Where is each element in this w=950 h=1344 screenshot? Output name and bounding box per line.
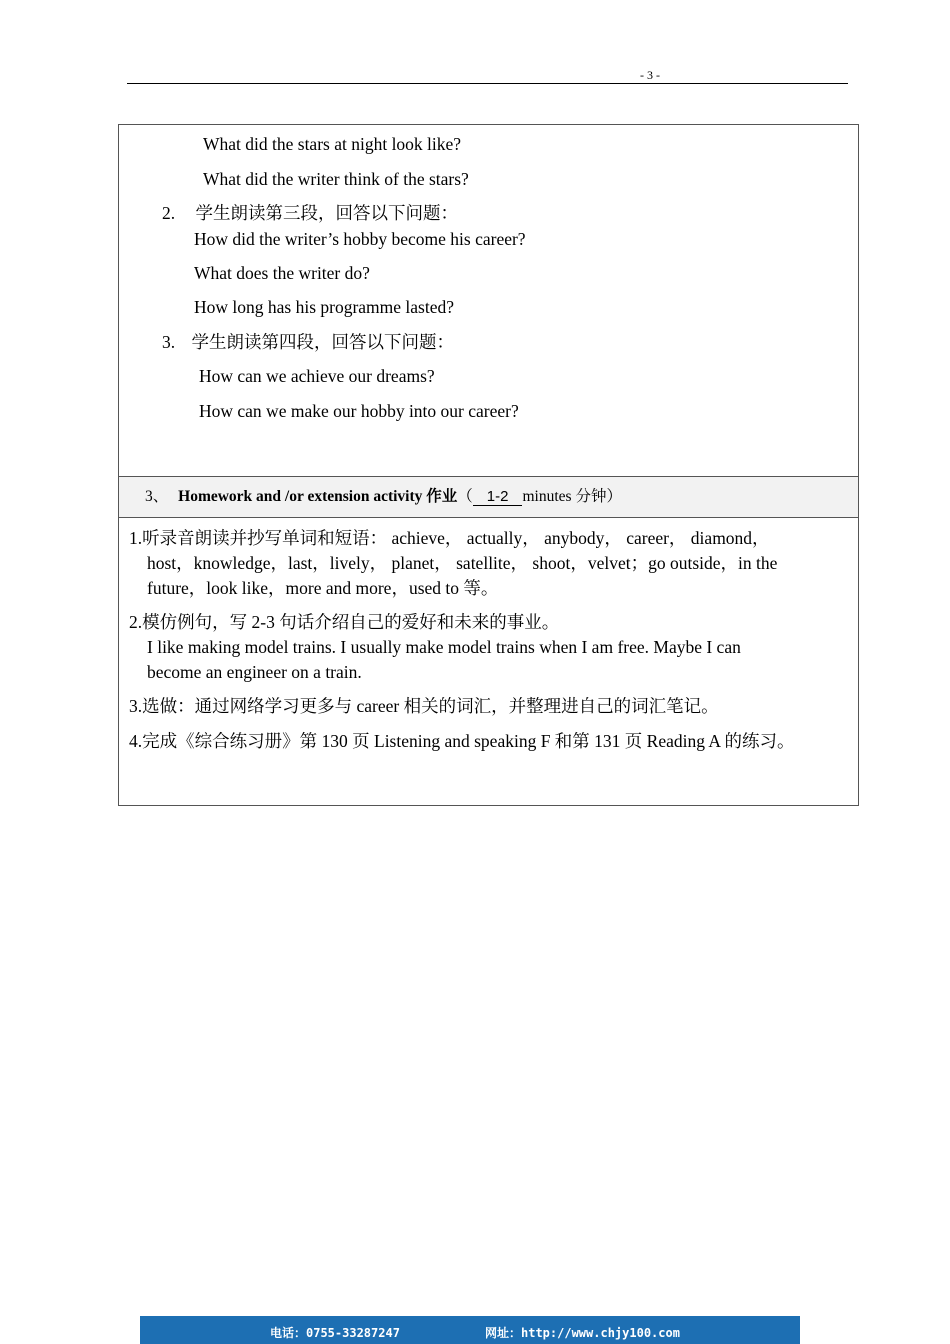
question-line: What does the writer do? [194, 263, 370, 283]
step-text: 学生朗读第四段，回答以下问题： [191, 332, 454, 352]
homework-text: 1.听录音朗读并抄写单词和短语： achieve， actually， anybody， career， diamond， [129, 528, 770, 548]
homework-box [118, 517, 859, 806]
header-rule [127, 83, 848, 84]
homework-text: 2.模仿例句，写 2-3 句话介绍自己的爱好和未来的事业。 [129, 612, 560, 632]
homework-text: 3.选做：通过网络学习更多与 career 相关的词汇，并整理进自己的词汇笔记。 [129, 696, 719, 716]
minutes-value: 1-2 [473, 488, 523, 506]
footer-banner [140, 1316, 800, 1344]
minutes-label: minutes 分钟） [522, 488, 622, 505]
section-title [145, 486, 622, 508]
question-line: How can we make our hobby into our career? [199, 401, 519, 421]
homework-section-header [118, 476, 859, 518]
homework-text: 4.完成《综合练习册》第 130 页 Listening and speaking F 和第 131 页 Reading A 的练习。 [129, 731, 795, 751]
section-number: 3、 [145, 488, 169, 505]
lesson-steps-box [118, 124, 859, 477]
homework-item-2 [129, 610, 849, 685]
question-line: How long has his programme lasted? [194, 297, 455, 317]
homework-text: I like making model trains. I usually make model trains when I am free. Maybe I can [147, 637, 741, 657]
section-heading: Homework and /or extension activity 作业 [178, 488, 458, 505]
step-item-2 [162, 202, 458, 224]
page-number: - 3 - [640, 68, 660, 82]
question-line: How did the writer’s hobby become his career? [194, 229, 526, 249]
step-item-3 [162, 331, 454, 353]
step-number: 2. [162, 203, 176, 223]
homework-item-3 [129, 694, 849, 719]
homework-item-1 [129, 526, 849, 601]
footer-phone: 电话：0755-33287247 [270, 1326, 400, 1340]
question-line: How can we achieve our dreams? [199, 366, 435, 386]
homework-text: future，look like，more and more，used to 等。 [147, 578, 499, 598]
question-line: What did the stars at night look like? [203, 134, 462, 154]
footer-website: 网址：http://www.chjy100.com [485, 1326, 680, 1340]
step-number: 3. [162, 332, 176, 352]
homework-text: host，knowledge，last，lively， planet， satellite， shoot，velvet；go outside，in the [147, 553, 778, 573]
step-text: 学生朗读第三段，回答以下问题： [195, 203, 458, 223]
open-paren: （ [457, 488, 473, 505]
homework-item-4 [129, 729, 849, 754]
question-line: What did the writer think of the stars? [203, 169, 469, 189]
homework-text: become an engineer on a train. [147, 662, 362, 682]
